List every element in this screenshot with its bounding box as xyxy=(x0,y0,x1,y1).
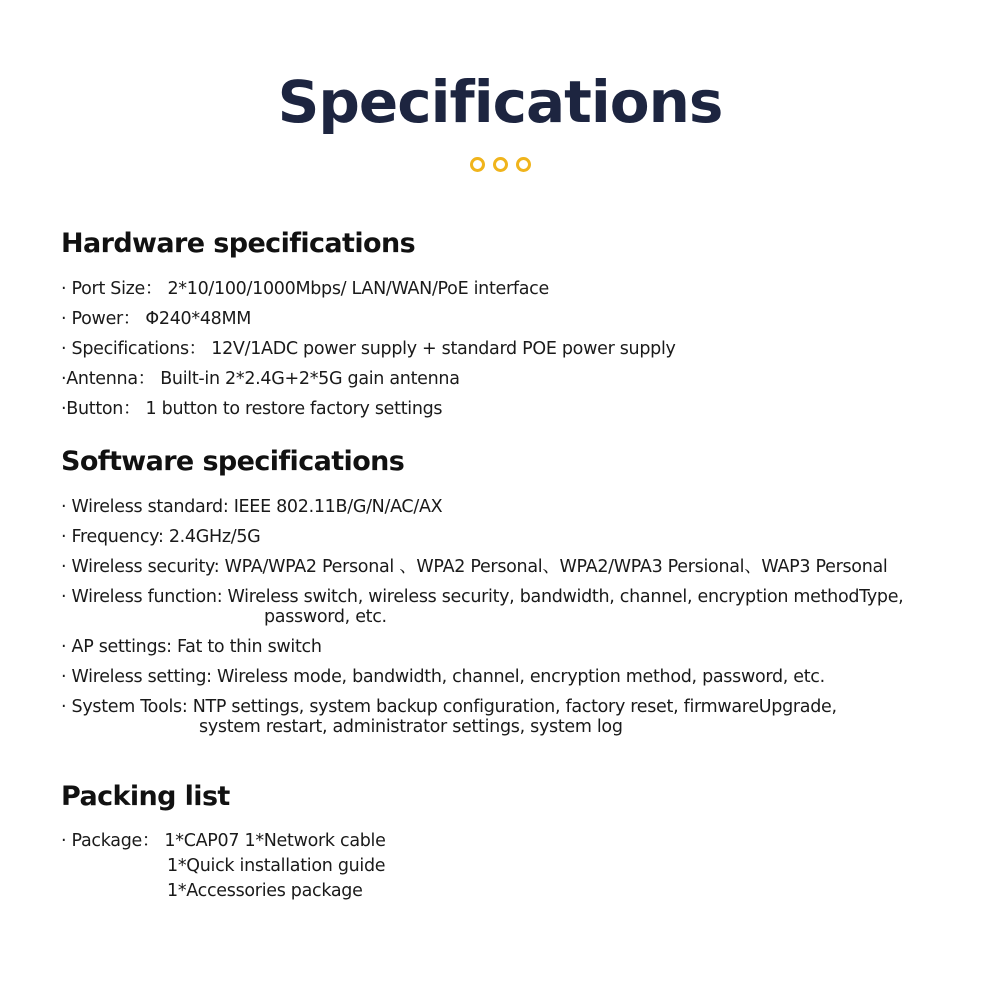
spec-item-wireless-function-continued: password, etc. xyxy=(264,607,387,627)
spec-item-wireless-function-line: · Wireless function: Wireless switch, wireless security, bandwidth, channel, encryption methodType, xyxy=(61,587,904,607)
page-title: Specifications xyxy=(277,68,723,136)
three-circle-ornament-icon xyxy=(0,157,1000,172)
packing-item-accessories: 1*Accessories package xyxy=(167,881,363,901)
circle-icon xyxy=(516,157,531,172)
packing-item-package: · Package： 1*CAP07 1*Network cable xyxy=(61,831,386,851)
spec-item-wireless-function xyxy=(61,587,970,627)
spec-item-system-tools-continued: system restart, administrator settings, system log xyxy=(199,717,623,737)
section-heading-software: Software specifications xyxy=(61,446,405,477)
spec-item-power: · Power： Φ240*48MM xyxy=(61,309,252,329)
spec-item-system-tools xyxy=(61,697,970,737)
spec-item-system-tools-line: · System Tools: NTP settings, system backup configuration, factory reset, firmwareUpgrade, xyxy=(61,697,837,717)
circle-icon xyxy=(493,157,508,172)
spec-item-wireless-setting: · Wireless setting: Wireless mode, bandwidth, channel, encryption method, password, etc. xyxy=(61,667,825,687)
spec-item-specifications: · Specifications： 12V/1ADC power supply + standard POE power supply xyxy=(61,339,676,359)
spec-item-wireless-standard: · Wireless standard: IEEE 802.11B/G/N/AC/AX xyxy=(61,497,443,517)
section-heading-packing-list: Packing list xyxy=(61,781,230,812)
spec-item-wireless-security: · Wireless security: WPA/WPA2 Personal 、WPA2 Personal、WPA2/WPA3 Persional、WAP3 Personal xyxy=(61,557,888,577)
spec-item-ap-settings: · AP settings: Fat to thin switch xyxy=(61,637,322,657)
spec-item-button: ·Button： 1 button to restore factory settings xyxy=(61,399,443,419)
spec-item-port-size: · Port Size： 2*10/100/1000Mbps/ LAN/WAN/PoE interface xyxy=(61,279,549,299)
spec-item-antenna: ·Antenna： Built-in 2*2.4G+2*5G gain antenna xyxy=(61,369,460,389)
section-heading-hardware: Hardware specifications xyxy=(61,228,416,259)
spec-item-frequency: · Frequency: 2.4GHz/5G xyxy=(61,527,261,547)
packing-item-quick-guide: 1*Quick installation guide xyxy=(167,856,386,876)
circle-icon xyxy=(470,157,485,172)
